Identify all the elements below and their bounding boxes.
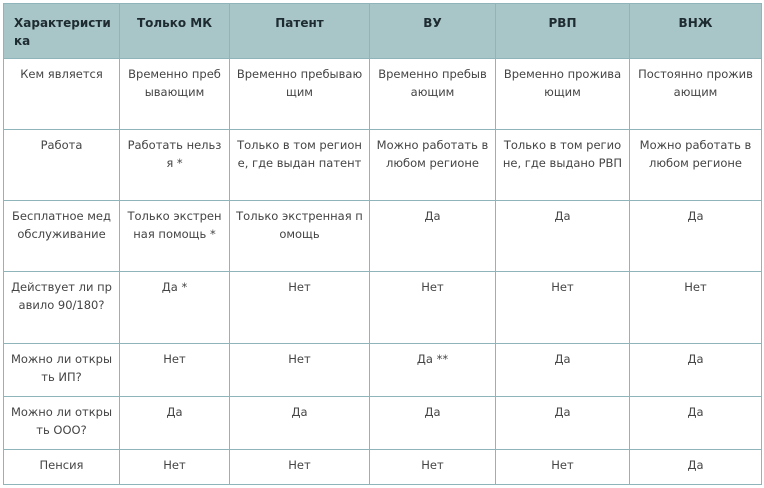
table-cell: Нет bbox=[370, 272, 496, 343]
table-row bbox=[4, 343, 762, 396]
table-cell: Только экстренная помощь bbox=[230, 201, 370, 272]
row-label: Работа bbox=[4, 130, 120, 201]
comparison-table-container bbox=[3, 3, 761, 485]
header-patent: Патент bbox=[230, 4, 370, 59]
row-label: Действует ли правило 90/180? bbox=[4, 272, 120, 343]
table-cell: Нет bbox=[630, 272, 762, 343]
header-vnzh: ВНЖ bbox=[630, 4, 762, 59]
table-cell: Да bbox=[496, 201, 630, 272]
table-cell: Да bbox=[496, 396, 630, 449]
row-label: Можно ли открыть ООО? bbox=[4, 396, 120, 449]
table-header-row bbox=[4, 4, 762, 59]
table-cell: Можно работать в любом регионе bbox=[630, 130, 762, 201]
table-cell: Да bbox=[230, 396, 370, 449]
table-cell: Нет bbox=[496, 449, 630, 484]
table-cell: Да * bbox=[120, 272, 230, 343]
header-vu: ВУ bbox=[370, 4, 496, 59]
table-cell: Да bbox=[120, 396, 230, 449]
table-row bbox=[4, 396, 762, 449]
header-rvp: РВП bbox=[496, 4, 630, 59]
table-cell: Можно работать в любом регионе bbox=[370, 130, 496, 201]
table-cell: Временно пребывающим bbox=[120, 59, 230, 130]
table-cell: Да bbox=[370, 201, 496, 272]
table-cell: Нет bbox=[230, 449, 370, 484]
row-label: Кем является bbox=[4, 59, 120, 130]
table-row bbox=[4, 449, 762, 484]
table-cell: Постоянно проживающим bbox=[630, 59, 762, 130]
table-cell: Только в том регионе, где выдан патент bbox=[230, 130, 370, 201]
table-cell: Работать нельзя * bbox=[120, 130, 230, 201]
table-cell: Временно пребывающим bbox=[230, 59, 370, 130]
table-cell: Только экстренная помощь * bbox=[120, 201, 230, 272]
row-label: Можно ли открыть ИП? bbox=[4, 343, 120, 396]
header-characteristic: Характеристика bbox=[4, 4, 120, 59]
table-cell: Нет bbox=[370, 449, 496, 484]
table-cell: Только в том регионе, где выдано РВП bbox=[496, 130, 630, 201]
table-cell: Да bbox=[630, 343, 762, 396]
table-cell: Нет bbox=[230, 343, 370, 396]
row-label: Пенсия bbox=[4, 449, 120, 484]
table-row bbox=[4, 272, 762, 343]
table-cell: Да bbox=[630, 396, 762, 449]
table-cell: Нет bbox=[496, 272, 630, 343]
table-cell: Временно пребывающим bbox=[370, 59, 496, 130]
table-cell: Временно проживающим bbox=[496, 59, 630, 130]
table-cell: Нет bbox=[120, 449, 230, 484]
residence-status-comparison-table bbox=[3, 3, 762, 485]
row-label: Бесплатное медобслуживание bbox=[4, 201, 120, 272]
table-row bbox=[4, 130, 762, 201]
table-cell: Да bbox=[370, 396, 496, 449]
header-mk-only: Только МК bbox=[120, 4, 230, 59]
table-row bbox=[4, 201, 762, 272]
table-cell: Да bbox=[496, 343, 630, 396]
table-cell: Да bbox=[630, 201, 762, 272]
table-row bbox=[4, 59, 762, 130]
table-cell: Нет bbox=[120, 343, 230, 396]
table-cell: Нет bbox=[230, 272, 370, 343]
table-cell: Да bbox=[630, 449, 762, 484]
table-cell: Да ** bbox=[370, 343, 496, 396]
